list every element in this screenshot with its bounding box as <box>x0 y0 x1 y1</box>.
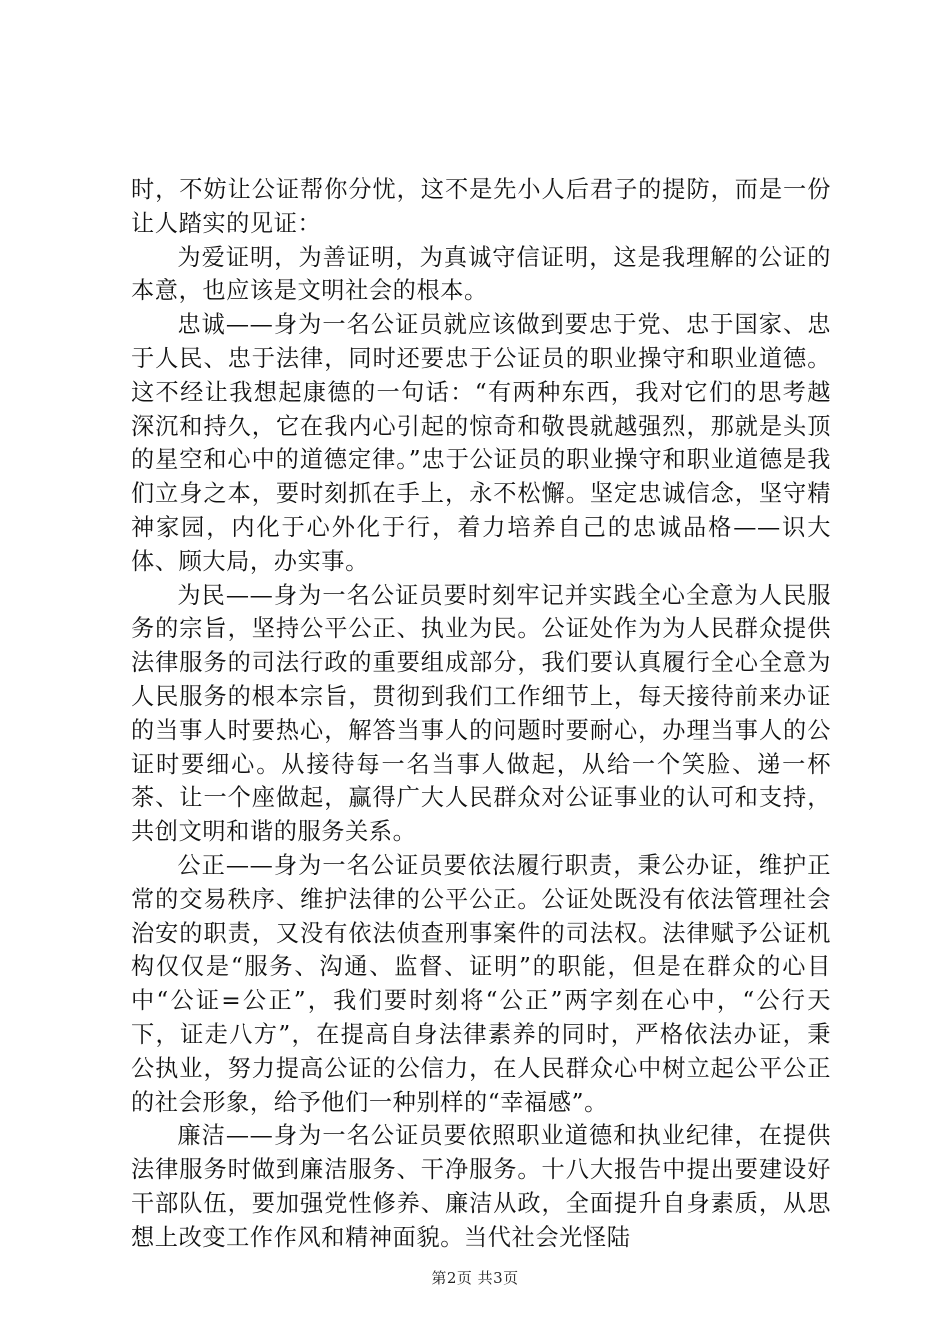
paragraph: 时，不妨让公证帮你分忧，这不是先小人后君子的提防，而是一份让人踏实的见证： <box>131 176 831 237</box>
paragraph: 公正——身为一名公证员要依法履行职责，秉公办证，维护正常的交易秩序、维护法律的公平公正。公证处既没有依法管理社会治安的职责，又没有依法侦查刑事案件的司法权。法律赋予公证机构仅仅是“服务、沟通、监督、证明”的职能，但是在群众的心目中“公证=公正”，我们要时刻将“公正”两字刻在心中，“公行天下，证走八方”，在提高自身法律素养的同时，严格依法办证，秉公执业，努力提高公证的公信力，在人民群众心中树立起公平公正的社会形象，给予他们一种别样的“幸福感”。 <box>131 851 831 1116</box>
paragraph: 为爱证明，为善证明，为真诚守信证明，这是我理解的公证的本意，也应该是文明社会的根本。 <box>131 243 831 305</box>
paragraph: 廉洁——身为一名公证员要依照职业道德和执业纪律，在提供法律服务时做到廉洁服务、干净服务。十八大报告中提出要建设好干部队伍，要加强党性修养、廉洁从政，全面提升自身素质，从思想上改变工作作风和精神面貌。当代社会光怪陆 <box>131 1122 831 1251</box>
paragraph: 忠诚——身为一名公证员就应该做到要忠于党、忠于国家、忠于人民、忠于法律，同时还要忠于公证员的职业操守和职业道德。这不经让我想起康德的一句话：“有两种东西，我对它们的思考越深沉和持久，它在我内心引起的惊奇和敬畏就越强烈，那就是头顶的星空和心中的道德定律。”忠于公证员的职业操守和职业道德是我们立身之本，要时刻抓在手上，永不松懈。坚定忠诚信念，坚守精神家园，内化于心外化于行，着力培养自己的忠诚品格——识大体、顾大局，办实事。 <box>131 311 831 575</box>
page-footer: 第2页 共3页 <box>431 1269 519 1287</box>
paragraph: 为民——身为一名公证员要时刻牢记并实践全心全意为人民服务的宗旨，坚持公平公正、执业为民。公证处作为为人民群众提供法律服务的司法行政的重要组成部分，我们要认真履行全心全意为人民服务的根本宗旨，贯彻到我们工作细节上，每天接待前来办证的当事人时要热心，解答当事人的问题时要耐心，办理当事人的公证时要细心。从接待每一名当事人做起，从给一个笑脸、递一杯茶、让一个座做起，赢得广大人民群众对公证事业的认可和支持，共创文明和谐的服务关系。 <box>131 581 831 846</box>
document-body <box>131 173 831 1255</box>
